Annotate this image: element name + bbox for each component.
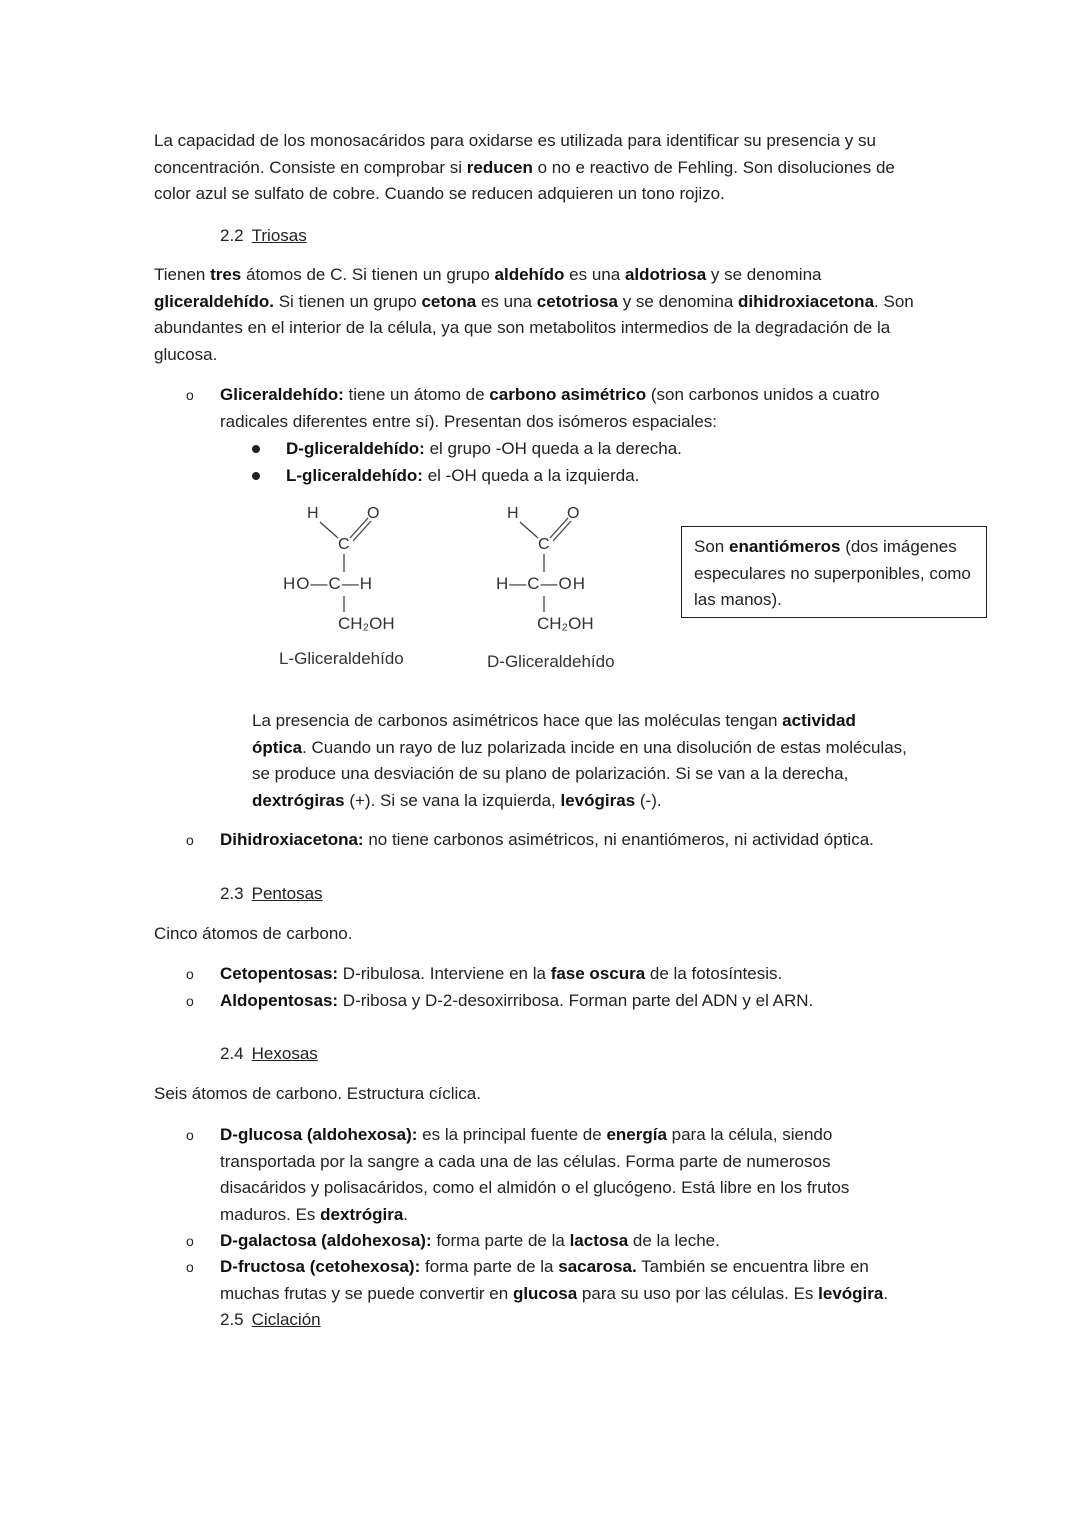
hydroxyl-carbon-row: HO—C—H <box>283 574 374 593</box>
bullet-circle: o <box>186 832 194 848</box>
atom-o: O <box>367 505 380 522</box>
bullet-circle: o <box>186 1233 194 1249</box>
bullet-circle: o <box>186 966 194 982</box>
list-item-dihidroxiacetona: Dihidroxiacetona: no tiene carbonos asimétricos, ni enantiómeros, ni actividad óptica. <box>220 830 874 849</box>
paragraph-pentosas: Cinco átomos de carbono. <box>154 924 353 943</box>
list-item-cetopentosas: Cetopentosas: D-ribulosa. Interviene en la fase oscura de la fotosíntesis. <box>220 964 783 983</box>
ch2oh-group: CH₂OH <box>537 614 594 633</box>
atom-h: H <box>507 505 519 522</box>
bullet-dot <box>252 445 260 453</box>
atom-h: H <box>307 505 319 522</box>
atom-o: O <box>567 505 580 522</box>
list-item-l-gliceraldehido: L-gliceraldehído: el -OH queda a la izquierda. <box>286 466 640 485</box>
atom-c: C <box>338 536 350 553</box>
section-heading-triosas: 2.2 Triosas <box>220 226 307 245</box>
bullet-circle: o <box>186 1259 194 1275</box>
bullet-dot <box>252 472 260 480</box>
bullet-circle: o <box>186 387 194 403</box>
bullet-circle: o <box>186 1127 194 1143</box>
bond-lines <box>500 500 600 620</box>
bond-lines <box>300 500 400 620</box>
list-item-gliceraldehido: Gliceraldehído: tiene un átomo de carbono asimétrico (son carbonos unidos a cuatro radicales diferentes entre sí). Presentan dos isómeros espaciales: <box>220 385 880 431</box>
section-heading-ciclacion: 2.5 Ciclación <box>220 1310 321 1329</box>
atom-c: C <box>538 536 550 553</box>
paragraph-triosas: Tienen tres átomos de C. Si tienen un grupo aldehído es una aldotriosa y se denomina gliceraldehído. Si tienen un grupo cetona es una cetotriosa y se denomina dihidroxiacetona. Son abundantes en el interior de la célula, ya que son metabolitos intermedios de la degradación de la glucosa. <box>154 265 914 364</box>
ch2oh-group: CH₂OH <box>338 614 395 633</box>
paragraph-fehling: La capacidad de los monosacáridos para oxidarse es utilizada para identificar su presencia y su concentración. Consiste en comprobar si reducen o no e reactivo de Fehling. Son disoluciones de color azul se sulfato de cobre. Cuando se reducen adquieren un tono rojizo. <box>154 131 895 203</box>
paragraph-hexosas: Seis átomos de carbono. Estructura cíclica. <box>154 1084 481 1103</box>
section-heading-hexosas: 2.4 Hexosas <box>220 1044 318 1063</box>
list-item-aldopentosas: Aldopentosas: D-ribosa y D-2-desoxirribosa. Forman parte del ADN y el ARN. <box>220 991 814 1010</box>
enantiomeros-note-box: Son enantiómeros (dos imágenes especulares no superponibles, como las manos). <box>681 526 987 618</box>
list-item-d-glucosa: D-glucosa (aldohexosa): es la principal fuente de energía para la célula, siendo transportada por la sangre a cada una de las células. Forma parte de numerosos disacáridos y polisacáridos, como el almidón o el glucógeno. Está libre en los frutos maduros. Es dextrógira. <box>220 1125 850 1224</box>
hydroxyl-carbon-row: H—C—OH <box>496 574 587 593</box>
structure-caption: D-Gliceraldehído <box>487 652 615 671</box>
list-item-d-gliceraldehido: D-gliceraldehído: el grupo -OH queda a la derecha. <box>286 439 682 458</box>
bullet-circle: o <box>186 993 194 1009</box>
list-item-d-fructosa: D-fructosa (cetohexosa): forma parte de la sacarosa. También se encuentra libre en muchas frutas y se puede convertir en glucosa para su uso por las células. Es levógira. <box>220 1257 889 1303</box>
paragraph-actividad-optica: La presencia de carbonos asimétricos hace que las moléculas tengan actividad óptica. Cuando un rayo de luz polarizada incide en una disolución de estas moléculas, se produce una desviación de su plano de polarización. Si se van a la derecha, dextrógiras (+). Si se vana la izquierda, levógiras (-). <box>252 711 907 810</box>
section-heading-pentosas: 2.3 Pentosas <box>220 884 323 903</box>
structure-caption: L-Gliceraldehído <box>279 649 404 668</box>
list-item-d-galactosa: D-galactosa (aldohexosa): forma parte de la lactosa de la leche. <box>220 1231 720 1250</box>
